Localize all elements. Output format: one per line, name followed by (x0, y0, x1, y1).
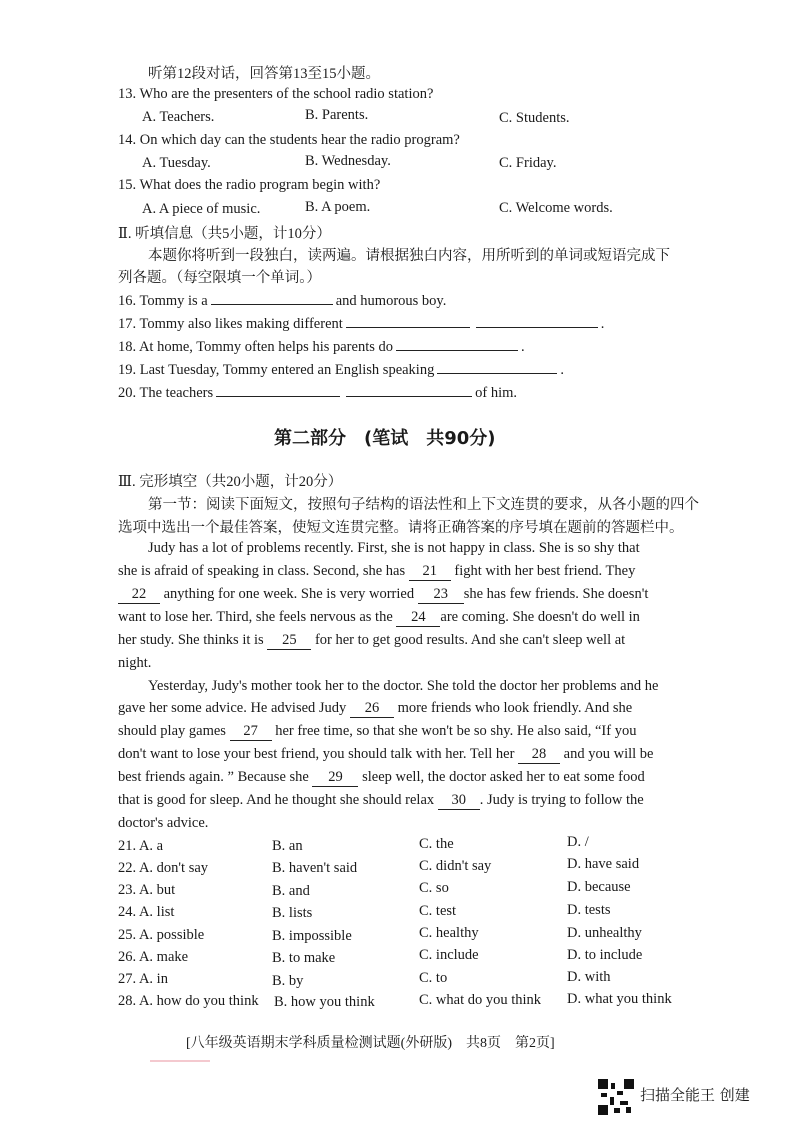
qr-code-icon (598, 1079, 634, 1115)
question-14: 14. On which day can the students hear the radio program? (118, 132, 460, 148)
question-19-tail: . (560, 362, 564, 378)
option-24-b: B. lists (272, 905, 313, 921)
option-26-d: D. to include (567, 947, 643, 963)
option-15c: C. Welcome words. (499, 200, 613, 216)
question-13: 13. Who are the presenters of the school radio station? (118, 86, 434, 102)
option-13c: C. Students. (499, 110, 570, 126)
option-14a: A. Tuesday. (142, 155, 211, 171)
question-18-text: 18. At home, Tommy often helps his parents do (118, 339, 393, 355)
option-24-c: C. test (419, 903, 457, 919)
answer-blank-20b[interactable] (346, 383, 472, 397)
cloze-blank-27[interactable]: 27 (230, 723, 272, 741)
question-18 (118, 337, 525, 356)
passage-line-5 (118, 632, 625, 650)
question-20-text: 20. The teachers (118, 385, 214, 401)
passage-text: are coming. She doesn't do well in (440, 609, 640, 625)
option-24-d: D. tests (567, 902, 611, 918)
passage-line-2 (118, 563, 635, 581)
option-26-b: B. to make (272, 950, 336, 966)
section2-instruction-1: 本题你将听到一段独白，读两遍。请根据独白内容，用所听到的单词或短语完成下 (148, 248, 670, 264)
passage-line-3 (118, 586, 648, 604)
passage-text: should play games (118, 723, 226, 739)
option-14c: C. Friday. (499, 155, 557, 171)
passage-text: fight with her best friend. They (454, 563, 636, 579)
option-25-b: B. impossible (272, 928, 352, 944)
option-27-a: 27. A. in (118, 971, 168, 987)
option-23-a: 23. A. but (118, 882, 176, 898)
answer-blank-17a[interactable] (346, 314, 470, 328)
option-23-c: C. so (419, 880, 449, 896)
question-18-tail: . (521, 339, 525, 355)
answer-blank-19[interactable] (437, 360, 557, 374)
question-15: 15. What does the radio program begin with? (118, 177, 381, 193)
section3-heading: Ⅲ. 完形填空（共20小题，计20分） (118, 474, 343, 490)
answer-blank-17b[interactable] (476, 314, 598, 328)
option-22-b: B. haven't said (272, 860, 358, 876)
option-27-d: D. with (567, 969, 611, 985)
option-28-b: B. how you think (274, 994, 375, 1010)
option-13a: A. Teachers. (142, 109, 215, 125)
passage-line-1: Judy has a lot of problems recently. First, she is not happy in class. She is so shy that (148, 540, 640, 556)
passage-text: that is good for sleep. And he thought she should relax (118, 792, 435, 808)
cloze-blank-22[interactable]: 22 (118, 586, 160, 604)
option-24-a: 24. A. list (118, 904, 175, 920)
cloze-blank-26[interactable]: 26 (350, 700, 394, 718)
option-23-b: B. and (272, 883, 310, 899)
page-footer: [八年级英语期末学科质量检测试题(外研版) 共8页 第2页] (186, 1036, 555, 1051)
option-26-a: 26. A. make (118, 949, 189, 965)
passage-text: sleep well, the doctor asked her to eat some food (362, 769, 645, 785)
option-21-d: D. / (567, 834, 589, 850)
option-22-d: D. have said (567, 856, 640, 872)
passage-line-8 (118, 700, 632, 718)
passage-text: her free time, so that she won't be so shy. He also said, “If you (275, 723, 637, 739)
option-25-d: D. unhealthy (567, 925, 642, 941)
section3-instruction-2: 选项中选出一个最佳答案，使短文连贯完整。请将正确答案的序号填在题前的答题栏中。 (118, 520, 684, 536)
option-23-d: D. because (567, 879, 631, 895)
passage-line-6: night. (118, 655, 152, 671)
question-17-text: 17. Tommy also likes making different (118, 316, 343, 332)
option-27-c: C. to (419, 970, 448, 986)
passage-text: anything for one week. She is very worried (163, 586, 415, 602)
scanner-watermark: 扫描全能王 创建 (640, 1086, 750, 1104)
passage-line-11 (118, 769, 645, 787)
question-19 (118, 360, 564, 379)
passage-text: don't want to lose your best friend, you should talk with her. Tell her (118, 746, 515, 762)
question-16 (118, 291, 446, 310)
cloze-blank-25[interactable]: 25 (267, 632, 311, 650)
option-27-b: B. by (272, 973, 304, 989)
passage-line-9 (118, 723, 636, 741)
passage-line-7: Yesterday, Judy's mother took her to the doctor. She told the doctor her problems and he (148, 678, 659, 694)
question-17 (118, 314, 604, 333)
passage-text: best friends again. ” Because she (118, 769, 309, 785)
passage-line-12 (118, 792, 644, 810)
question-19-text: 19. Last Tuesday, Tommy entered an English speaking (118, 362, 435, 378)
question-20-tail: of him. (475, 385, 518, 401)
cloze-blank-30[interactable]: 30 (438, 792, 480, 810)
passage-text: gave her some advice. He advised Judy (118, 700, 347, 716)
option-21-c: C. the (419, 836, 454, 852)
answer-blank-20a[interactable] (216, 383, 340, 397)
section2-instruction-2: 列各题。（每空限填一个单词。） (118, 270, 321, 286)
option-25-a: 25. A. possible (118, 927, 205, 943)
question-16-tail: and humorous boy. (335, 293, 447, 309)
cloze-blank-29[interactable]: 29 (312, 769, 358, 787)
option-22-c: C. didn't say (419, 858, 492, 874)
cloze-blank-23[interactable]: 23 (418, 586, 464, 604)
option-22-a: 22. A. don't say (118, 860, 209, 876)
cloze-blank-24[interactable]: 24 (396, 609, 440, 627)
passage-text: she is afraid of speaking in class. Second, she has (118, 563, 406, 579)
passage-line-4 (118, 609, 640, 627)
passage-text: and you will be (563, 746, 654, 762)
section3-instruction-1: 第一节：阅读下面短文，按照句子结构的语法性和上下文连贯的要求，从各小题的四个 (148, 497, 699, 513)
passage-line-10 (118, 746, 653, 764)
listening-intro: 听第12段对话，回答第13至15小题。 (148, 66, 380, 82)
question-16-text: 16. Tommy is a (118, 293, 208, 309)
pink-mark (150, 1060, 210, 1062)
part2-title: 第二部分 (笔试 共90分) (274, 428, 496, 449)
passage-text: she has few friends. She doesn't (463, 586, 649, 602)
passage-line-13: doctor's advice. (118, 815, 209, 831)
answer-blank-18[interactable] (396, 337, 518, 351)
option-13b: B. Parents. (305, 107, 369, 123)
question-17-tail: . (600, 316, 605, 332)
option-15a: A. A piece of music. (142, 201, 261, 217)
passage-text: want to lose her. Third, she feels nervous as the (118, 609, 393, 625)
option-28-a: 28. A. how do you think (118, 993, 259, 1009)
passage-text: her study. She thinks it is (118, 632, 264, 648)
question-20 (118, 383, 517, 402)
answer-blank-16[interactable] (211, 291, 333, 305)
option-25-c: C. healthy (419, 925, 479, 941)
cloze-blank-28[interactable]: 28 (518, 746, 560, 764)
option-21-a: 21. A. a (118, 838, 164, 854)
option-14b: B. Wednesday. (305, 153, 391, 169)
cloze-blank-21[interactable]: 21 (409, 563, 451, 581)
option-15b: B. A poem. (305, 199, 371, 215)
passage-text: for her to get good results. And she can't sleep well at (314, 632, 626, 648)
option-26-c: C. include (419, 947, 479, 963)
passage-text: . Judy is trying to follow the (479, 792, 644, 808)
option-28-c: C. what do you think (419, 992, 542, 1008)
option-21-b: B. an (272, 838, 303, 854)
option-28-d: D. what you think (567, 991, 672, 1007)
section2-heading: Ⅱ. 听填信息（共5小题，计10分） (118, 226, 331, 242)
passage-text: more friends who look friendly. And she (397, 700, 633, 716)
